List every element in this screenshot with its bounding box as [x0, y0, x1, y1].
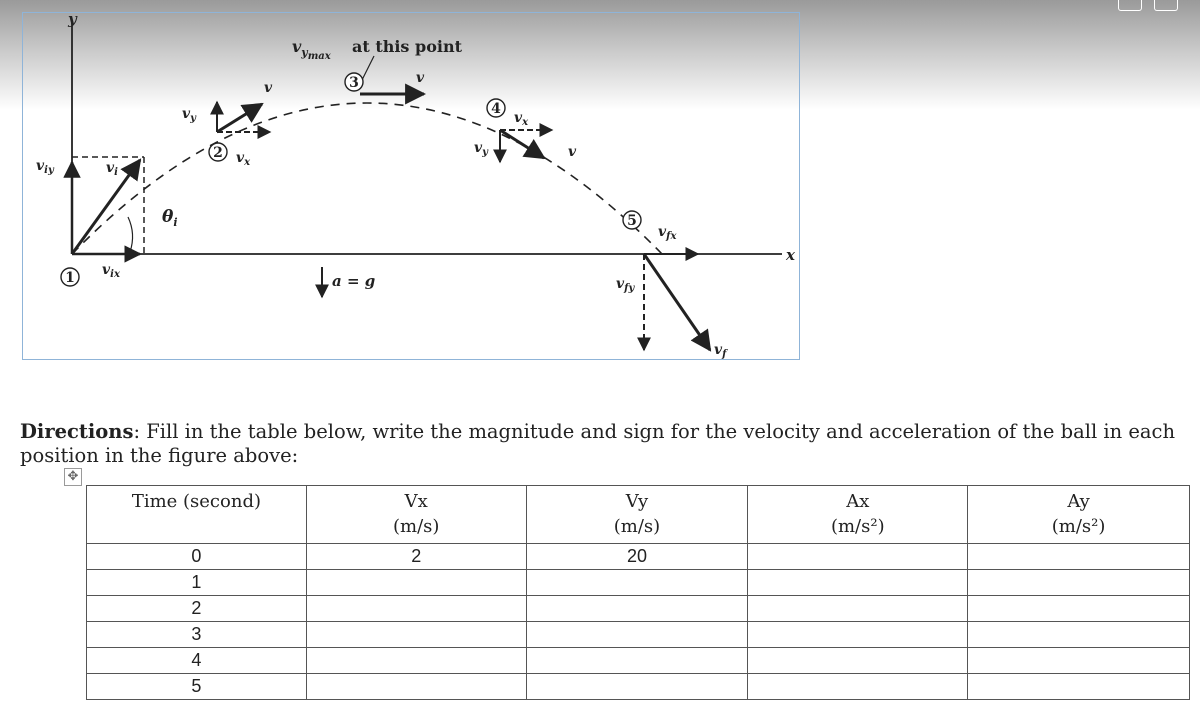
svg-text:viy: $v_{iy}$ [36, 158, 54, 176]
annotation-text: at this point [352, 37, 462, 56]
cell-ay[interactable] [968, 622, 1190, 648]
cell-ax[interactable] [748, 544, 968, 570]
svg-text:vy: $v_y$ [474, 140, 488, 158]
v3-label: v [416, 70, 425, 86]
cell-vy[interactable] [526, 622, 748, 648]
vymax-label: v [292, 37, 302, 56]
cell-vx[interactable] [306, 570, 526, 596]
v2-arrow [217, 104, 262, 132]
v4-arrow [500, 130, 544, 158]
cell-time: 5 [87, 674, 307, 700]
cell-ax[interactable] [748, 622, 968, 648]
point-3-label: 3 [349, 75, 359, 91]
cell-ax[interactable] [748, 596, 968, 622]
svg-text:vi: $v_i$ [106, 160, 118, 178]
cell-vx[interactable]: 2 [306, 544, 526, 570]
cell-vy[interactable] [526, 674, 748, 700]
header-vy: Vy (m/s) [526, 486, 748, 544]
cell-time: 0 [87, 544, 307, 570]
vf-label: v [714, 342, 723, 358]
vfy-label: v [616, 276, 625, 292]
cell-time: 1 [87, 570, 307, 596]
cell-vy[interactable] [526, 596, 748, 622]
table-row [87, 544, 1190, 570]
cell-ax[interactable] [748, 648, 968, 674]
vx2-label: v [236, 150, 245, 166]
table-move-handle[interactable]: ✥ [64, 468, 82, 486]
table-row [87, 648, 1190, 674]
cell-vx[interactable] [306, 622, 526, 648]
cell-vx[interactable] [306, 674, 526, 700]
projectile-figure [22, 12, 802, 362]
restore-icon[interactable] [1118, 0, 1142, 11]
directions-heading: Directions [20, 420, 134, 443]
table-row [87, 596, 1190, 622]
vx4-label: v [514, 110, 523, 126]
table-row [87, 674, 1190, 700]
header-ax: Ax (m/s²) [748, 486, 968, 544]
vy2-label: v [182, 106, 191, 122]
cell-vx[interactable] [306, 596, 526, 622]
header-ay: Ay (m/s²) [968, 486, 1190, 544]
cell-ay[interactable] [968, 674, 1190, 700]
directions-text [20, 420, 1195, 468]
directions-body: : Fill in the table below, write the magnitude and sign for the velocity and acceleration of the ball in each position in the figure above: [20, 420, 1176, 467]
cell-vy[interactable] [526, 648, 748, 674]
cell-vy[interactable]: 20 [526, 544, 748, 570]
maximize-icon[interactable] [1154, 0, 1178, 11]
window-controls [1118, 0, 1178, 11]
cell-ay[interactable] [968, 544, 1190, 570]
svg-text:vx: $v_x$ [236, 150, 251, 168]
theta-label: $\theta_i$ [162, 207, 178, 229]
cell-time: 2 [87, 596, 307, 622]
table-header-row [87, 486, 1190, 544]
v4-label: v [568, 144, 577, 160]
svg-text:vx: $v_x$ [514, 110, 529, 128]
svg-text:vy: $v_y$ [182, 106, 196, 124]
cell-ay[interactable] [968, 596, 1190, 622]
velocity-table [86, 485, 1190, 700]
point-2-label: 2 [213, 145, 223, 161]
viy-label: v [36, 158, 45, 174]
trajectory [72, 103, 662, 254]
gravity-label: a = g [332, 272, 376, 290]
v2-label: v [264, 80, 273, 96]
vf-arrow [644, 254, 710, 350]
table-row [87, 570, 1190, 596]
point-4-label: 4 [491, 101, 501, 117]
cell-ax[interactable] [748, 570, 968, 596]
cell-vy[interactable] [526, 570, 748, 596]
vfx-label: v [658, 224, 667, 240]
svg-text:vix: $v_{ix}$ [102, 262, 120, 280]
cell-time: 3 [87, 622, 307, 648]
cell-vx[interactable] [306, 648, 526, 674]
svg-text:vfx: $v_{fx}$ [658, 224, 677, 242]
vy4-label: v [474, 140, 483, 156]
axis-x-label: x [786, 246, 795, 264]
header-vx: Vx (m/s) [306, 486, 526, 544]
cell-ay[interactable] [968, 648, 1190, 674]
vi-label: v [106, 160, 115, 176]
point-5-label: 5 [627, 213, 637, 229]
svg-text:vfy: $v_{fy}$ [616, 276, 635, 294]
cell-ay[interactable] [968, 570, 1190, 596]
table-row [87, 622, 1190, 648]
svg-text:vymax: $v_y\max$ [292, 37, 331, 62]
cell-time: 4 [87, 648, 307, 674]
svg-text:vf: $v_f$ [714, 342, 727, 360]
vix-label: v [102, 262, 111, 278]
cell-ax[interactable] [748, 674, 968, 700]
header-time: Time (second) [87, 486, 307, 544]
axis-y-label: y [68, 12, 77, 28]
point-1-label: 1 [65, 270, 75, 286]
